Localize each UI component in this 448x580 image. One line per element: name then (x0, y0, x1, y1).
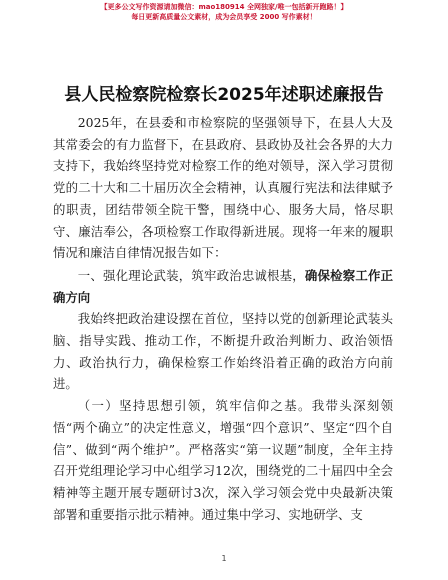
subsection-1-paragraph: （一）坚持思想引领，筑牢信仰之基。我带头深刻领悟“两个确立”的决定性意义，增强“四个意识”、坚定“四个自信”、做到“两个维护”。严格落实“第一议题”制度，全年主持召开党组理论学习中心组学习12次，围绕党的二十届四中全会精神等主题开展专题研讨3次，深入学习领会党中央最新决策部署和重要指示批示精神。通过集中学习、实地研学、支 (53, 398, 393, 522)
section-1-paragraph: 我始终把政治建设摆在首位，坚持以党的创新理论武装头脑、指导实践、推动工作，不断提升政治判断力、政治领悟力、政治执行力，确保检察工作始终沿着正确的政治方向前进。 (53, 311, 393, 392)
page-number: 1 (221, 554, 227, 563)
document-body (53, 112, 393, 525)
promo-banner-line1: 【更多公文写作资源请加微信：mao180914 全网独家/唯一包括新开跑路！】 (100, 3, 348, 11)
section-heading-1-lead: 一、强化理论武装，筑牢政治忠诚根基， (77, 267, 305, 283)
section-heading-1-bold: 确保检察工作正确方向 (53, 267, 393, 305)
document-title: 县人民检察院检察长2025年述职述廉报告 (64, 85, 384, 105)
intro-paragraph: 2025年，在县委和市检察院的坚强领导下，在县人大及其常委会的有力监督下，在县政府、县政协及社会各界的大力支持下，我始终坚持党对检察工作的绝对领导，深入学习贯彻党的二十大和二十届历次全会精神，认真履行宪法和法律赋予的职责，团结带领全院干警，围绕中心、服务大局，恪尽职守、廉洁奉公，各项检察工作取得新进展。现将一年来的履职情况和廉洁自律情况报告如下： (53, 115, 393, 261)
section-heading-1 (53, 265, 393, 308)
promo-banner-line2: 每日更新高质量公文素材，成为会员享受 2000 写作素材！ (131, 13, 317, 21)
